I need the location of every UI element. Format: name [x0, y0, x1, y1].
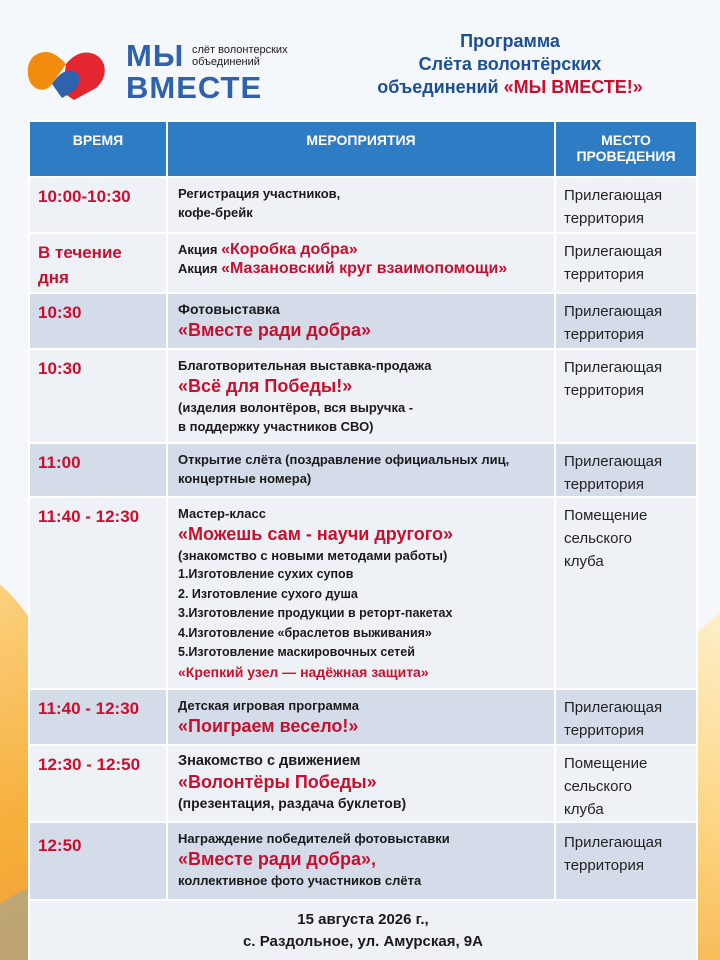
event-text: (изделия волонтёров, вся выручка -	[178, 400, 414, 415]
row-place	[555, 745, 697, 822]
place-text: Прилегающая	[564, 187, 663, 204]
place-text: Прилегающая	[564, 453, 663, 470]
list-item: 1.Изготовление сухих супов	[178, 567, 354, 581]
title-accent: «МЫ ВМЕСТЕ!»	[503, 77, 643, 97]
event-accent: «Коробка добра»	[221, 241, 358, 258]
table-row	[29, 689, 697, 745]
event-text: (знакомство с новыми методами работы)	[178, 548, 448, 563]
row-time: 10:30	[29, 349, 167, 443]
table-row	[29, 349, 697, 443]
place-text: Прилегающая	[564, 834, 663, 851]
row-time: 10:00-10:30	[29, 177, 167, 233]
row-place	[555, 689, 697, 745]
place-text: территория	[564, 476, 644, 493]
place-text: Помещение	[564, 755, 648, 772]
logo-subtitle: слёт волонтерских объединений	[192, 44, 288, 68]
event-text: Регистрация участников,	[178, 186, 341, 201]
row-event	[167, 689, 555, 745]
list-item: 2. Изготовление сухого душа	[178, 586, 358, 601]
place-text: Прилегающая	[564, 359, 663, 376]
event-accent: «Всё для Победы!»	[178, 376, 353, 396]
row-time: 11:00	[29, 443, 167, 497]
place-text: территория	[564, 326, 644, 343]
table-footer-row	[29, 900, 697, 960]
place-text: Прилегающая	[564, 303, 663, 320]
row-place	[555, 443, 697, 497]
event-text: кофе-брейк	[178, 205, 253, 220]
event-text	[178, 240, 544, 259]
page-title	[320, 30, 700, 99]
place-text: территория	[564, 266, 644, 283]
row-place	[555, 293, 697, 349]
row-place	[555, 177, 697, 233]
place-text: клуба	[564, 553, 604, 570]
event-text: Мастер-класс	[178, 506, 266, 521]
row-time: 10:30	[29, 293, 167, 349]
table-row	[29, 233, 697, 293]
logo	[22, 36, 322, 106]
row-time: 12:50	[29, 822, 167, 900]
row-event	[167, 349, 555, 443]
place-text: клуба	[564, 801, 604, 818]
event-accent: «Крепкий узел — надёжная защита»	[178, 663, 429, 680]
table-row	[29, 293, 697, 349]
event-accent: «Вместе ради добра»,	[178, 849, 376, 869]
row-place	[555, 497, 697, 689]
place-text: сельского	[564, 530, 632, 547]
row-time: 12:30 - 12:50	[29, 745, 167, 822]
row-time	[29, 233, 167, 293]
time-text: В течение	[38, 243, 122, 262]
header-time: ВРЕМЯ	[29, 121, 167, 177]
event-accent: «Вместе ради добра»	[178, 320, 371, 340]
event-text: (презентация, раздача буклетов)	[178, 795, 407, 811]
header-place-line2: ПРОВЕДЕНИЯ	[576, 148, 676, 164]
title-line-3-prefix: объединений	[377, 77, 504, 97]
row-event	[167, 497, 555, 689]
header	[0, 0, 720, 120]
table-row	[29, 443, 697, 497]
event-location: с. Раздольное, ул. Амурская, 9А	[243, 933, 483, 950]
place-text: Прилегающая	[564, 243, 663, 260]
header-place-line1: МЕСТО	[601, 132, 651, 148]
table-row	[29, 745, 697, 822]
event-date-location	[29, 900, 697, 960]
row-place	[555, 349, 697, 443]
row-event	[167, 822, 555, 900]
place-text: Прилегающая	[564, 699, 663, 716]
row-time: 11:40 - 12:30	[29, 689, 167, 745]
event-accent: «Мазановский круг взаимопомощи»	[221, 260, 508, 277]
place-text: территория	[564, 857, 644, 874]
row-time: 11:40 - 12:30	[29, 497, 167, 689]
row-event	[167, 177, 555, 233]
program-table	[28, 120, 698, 960]
logo-word-vmeste: ВМЕСТЕ	[126, 70, 263, 105]
event-label: Акция	[178, 261, 222, 276]
title-line-1: Программа	[460, 31, 560, 51]
place-text: территория	[564, 382, 644, 399]
event-text: в поддержку участников СВО)	[178, 419, 374, 434]
table-row	[29, 177, 697, 233]
place-text: Помещение	[564, 507, 648, 524]
list-item: 4.Изготовление «браслетов выживания»	[178, 625, 432, 640]
title-line-2: Слёта волонтёрских	[418, 54, 602, 74]
event-accent: «Поиграем весело!»	[178, 716, 359, 736]
event-text: Знакомство с движением	[178, 753, 361, 769]
event-text: концертные номера)	[178, 471, 312, 486]
row-place	[555, 822, 697, 900]
table-row	[29, 497, 697, 689]
event-text: Детская игровая программа	[178, 698, 359, 713]
event-label: Акция	[178, 242, 222, 257]
hands-heart-icon	[22, 42, 112, 102]
logo-word-my: МЫ	[126, 38, 185, 73]
place-text: территория	[564, 210, 644, 227]
list-item: 3.Изготовление продукции в реторт-пакетах	[178, 606, 453, 620]
time-text: дня	[38, 268, 69, 287]
row-event	[167, 443, 555, 497]
row-event	[167, 293, 555, 349]
table-header-row	[29, 121, 697, 177]
row-place	[555, 233, 697, 293]
row-event	[167, 745, 555, 822]
header-place	[555, 121, 697, 177]
event-text: коллективное фото участников слёта	[178, 873, 422, 888]
event-text: Открытие слёта (поздравление официальных лиц,	[178, 452, 510, 467]
place-text: территория	[564, 722, 644, 739]
event-text: Благотворительная выставка-продажа	[178, 358, 432, 373]
event-text: Награждение победителей фотовыставки	[178, 831, 450, 846]
row-event	[167, 233, 555, 293]
event-accent: «Можешь сам - научи другого»	[178, 524, 454, 544]
place-text: сельского	[564, 778, 632, 795]
title-line-3	[320, 76, 700, 99]
event-text: Фотовыставка	[178, 301, 280, 317]
event-text	[178, 259, 544, 278]
list-item: 5.Изготовление маскировочных сетей	[178, 645, 415, 659]
header-event: МЕРОПРИЯТИЯ	[167, 121, 555, 177]
event-date: 15 августа 2026 г.,	[297, 911, 429, 928]
table-row	[29, 822, 697, 900]
event-accent: «Волонтёры Победы»	[178, 772, 377, 792]
